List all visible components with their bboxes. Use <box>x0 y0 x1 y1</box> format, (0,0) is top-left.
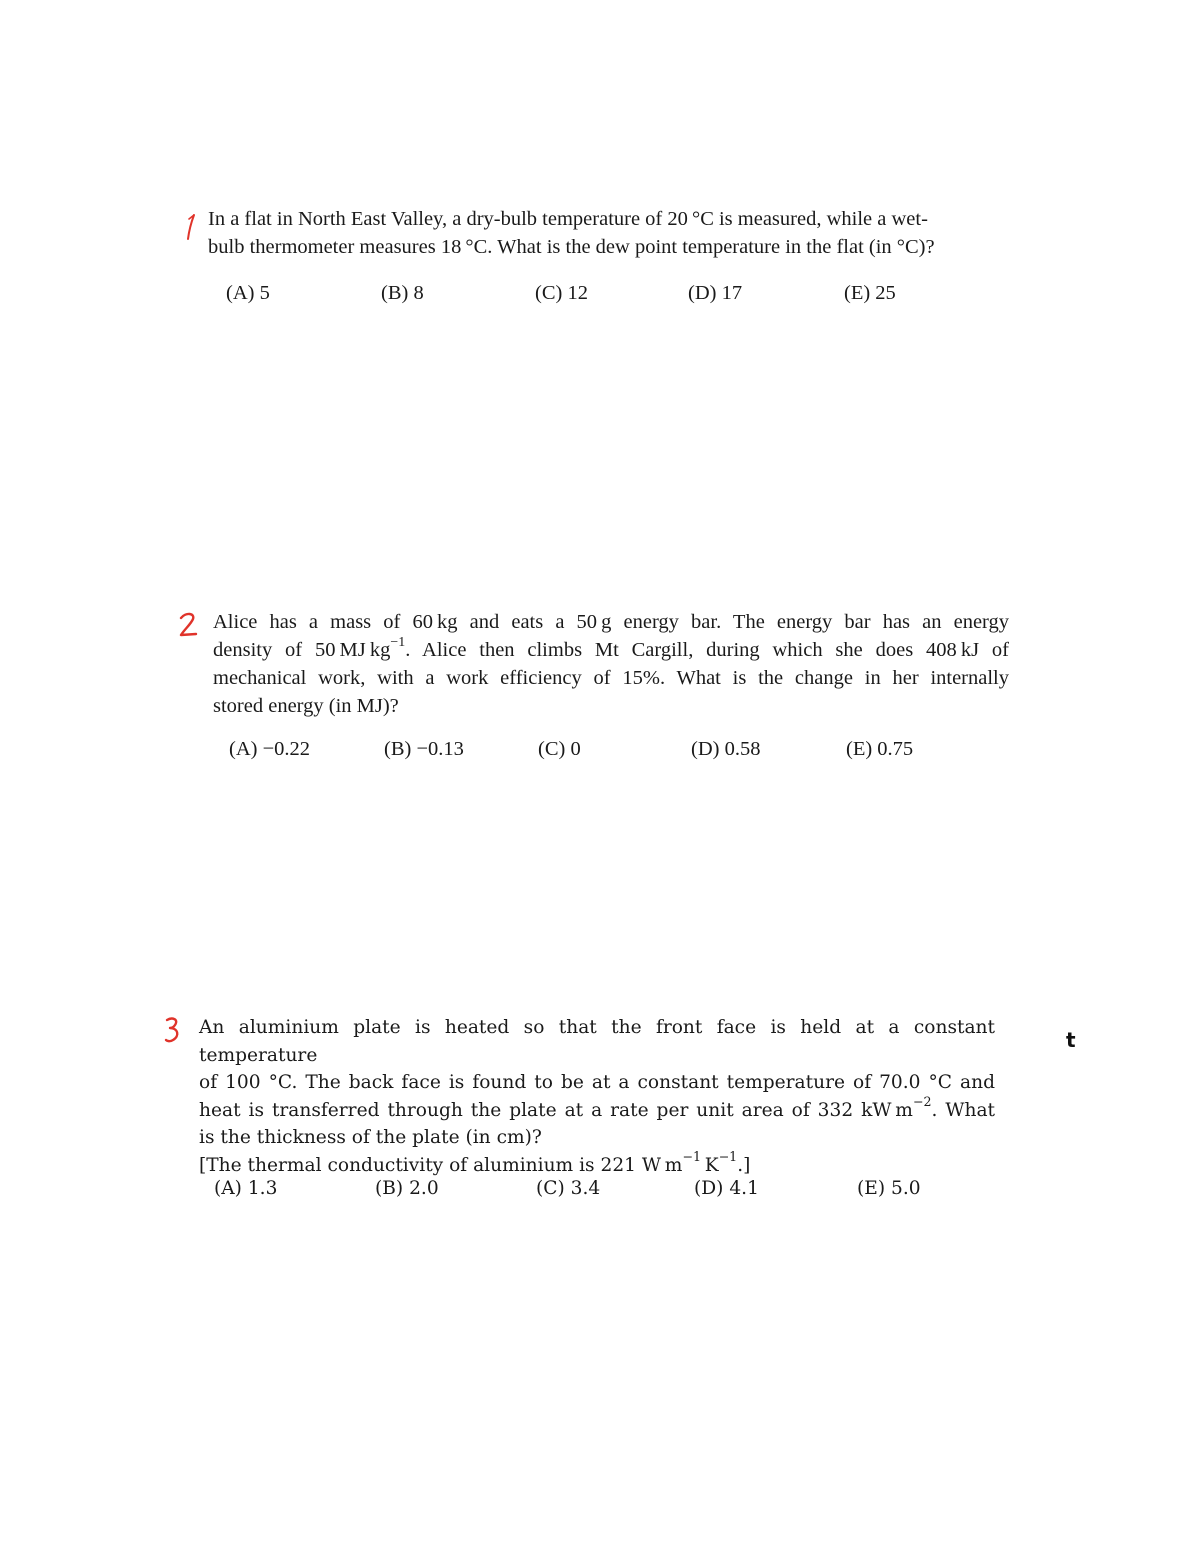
option-d: (D) 0.58 <box>691 738 761 760</box>
question-text-line: Alice has a mass of 60 kg and eats a 50 g energy bar. The energy bar has an energy <box>213 611 1009 633</box>
margin-note: t <box>1066 1028 1076 1052</box>
option-e: (E) 25 <box>844 282 896 304</box>
option-c: (C) 3.4 <box>536 1178 601 1199</box>
handwritten-number-2 <box>178 612 200 638</box>
question-text-line: In a flat in North East Valley, a dry-bulb temperature of 20 °C is measured, while a wet- <box>208 208 928 230</box>
handwritten-number-3 <box>163 1016 183 1044</box>
option-a: (A) 1.3 <box>214 1178 278 1199</box>
question-1-text <box>208 205 1008 261</box>
handwritten-number-1 <box>184 213 200 241</box>
question-text-fragment: heat is transferred through the plate at a rate per unit area of 332 kW m <box>199 1099 913 1121</box>
superscript: −1 <box>682 1149 701 1165</box>
question-text-fragment: density of 50 MJ kg <box>213 639 391 661</box>
question-3-text <box>199 1014 995 1179</box>
option-b: (B) 8 <box>381 282 424 304</box>
question-text-line: bulb thermometer measures 18 °C. What is the dew point temperature in the flat (in °C)? <box>208 236 935 258</box>
question-text-fragment: . Alice then climbs Mt Cargill, during which she does 408 kJ of <box>405 639 1009 661</box>
question-3 <box>199 1014 995 1179</box>
option-e: (E) 5.0 <box>857 1178 921 1199</box>
question-text-fragment: K <box>700 1154 719 1176</box>
question-2-text <box>213 608 1009 720</box>
option-a: (A) 5 <box>226 282 270 304</box>
option-b: (B) 2.0 <box>375 1178 439 1199</box>
option-d: (D) 4.1 <box>694 1178 759 1199</box>
question-text-fragment: .] <box>737 1154 751 1176</box>
option-c: (C) 0 <box>538 738 581 760</box>
question-text-line: stored energy (in MJ)? <box>213 695 399 717</box>
option-d: (D) 17 <box>688 282 743 304</box>
superscript: −2 <box>912 1094 932 1110</box>
question-text-fragment: . What <box>931 1099 995 1121</box>
superscript: −1 <box>718 1149 738 1165</box>
question-text-line: An aluminium plate is heated so that the front face is held at a constant temperature <box>199 1017 995 1066</box>
question-text-fragment: [The thermal conductivity of aluminium is 221 W m <box>199 1154 683 1176</box>
option-b: (B) −0.13 <box>384 738 464 760</box>
question-text-line <box>213 636 1009 664</box>
question-text-line: mechanical work, with a work efficiency of 15%. What is the change in her internally <box>213 667 1009 689</box>
question-text-line: of 100 °C. The back face is found to be at a constant temperature of 70.0 °C and <box>199 1072 995 1093</box>
question-text-line <box>199 1149 995 1180</box>
question-2 <box>213 608 1009 720</box>
option-e: (E) 0.75 <box>846 738 914 760</box>
superscript: −1 <box>390 635 406 651</box>
option-a: (A) −0.22 <box>229 738 311 760</box>
question-1 <box>208 205 1008 261</box>
question-text-line: is the thickness of the plate (in cm)? <box>199 1127 542 1148</box>
question-text-line <box>199 1094 995 1125</box>
option-c: (C) 12 <box>535 282 588 304</box>
